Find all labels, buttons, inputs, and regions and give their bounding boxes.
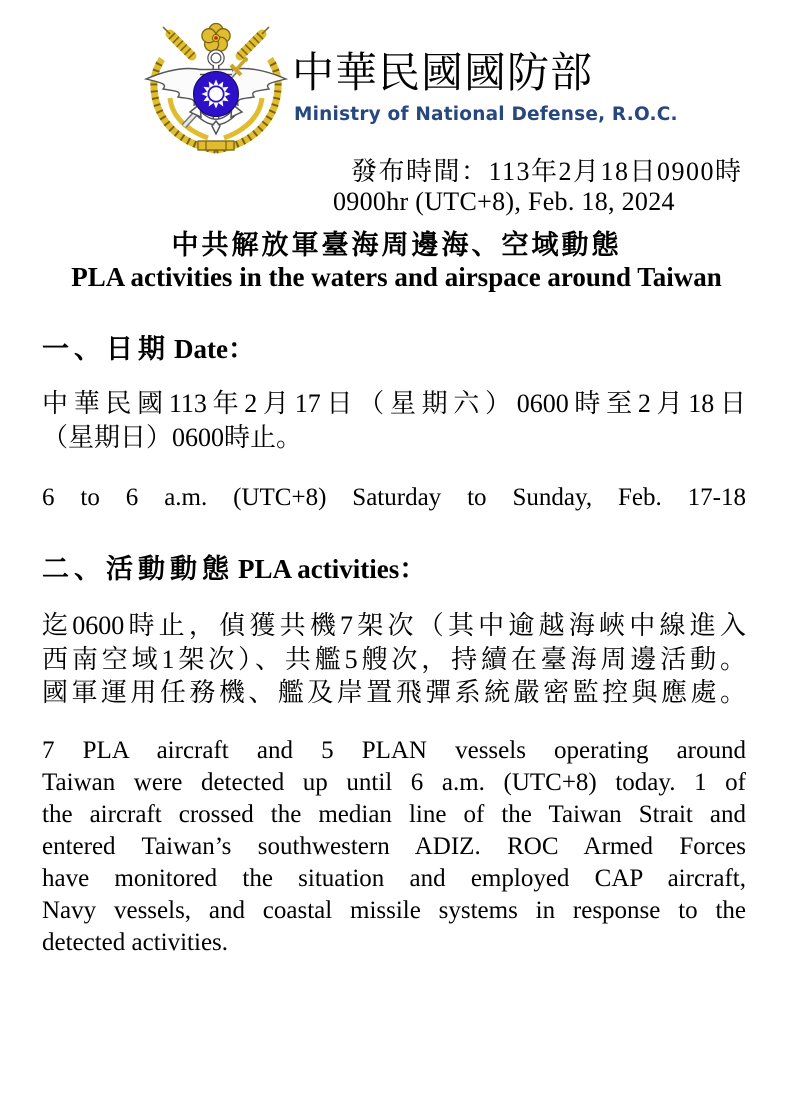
mnd-emblem-icon: [138, 22, 294, 154]
section-2-heading-en: PLA activities：: [238, 554, 427, 584]
paragraph-line: detected activities.: [42, 929, 229, 956]
document-title-zh: 中共解放軍臺海周邊海、空域動態: [171, 230, 622, 260]
paragraph-line: 6 to 6 a.m. (UTC+8) Saturday to Sunday, Feb. 17-18: [42, 484, 746, 511]
section-2-heading: [42, 547, 426, 586]
plum-blossom-icon: [202, 24, 230, 52]
paragraph-line: （星期日）0600時止。: [42, 422, 303, 452]
section-1-zh-paragraph: [42, 387, 746, 454]
section-1-heading: [42, 327, 255, 366]
paragraph-line: entered Taiwan’s southwestern ADIZ. ROC Armed Forces: [42, 833, 746, 860]
paragraph-line: 中華民國113年2月17日（星期六）0600時至2月18日: [42, 389, 746, 418]
section-2-en-paragraph: [42, 735, 746, 959]
paragraph-line: 迄0600時止，偵獲共機7架次（其中逾越海峽中線進入: [42, 611, 746, 640]
section-2-heading-zh: 二、活動動態: [42, 554, 234, 584]
sun-emblem-icon: [194, 72, 239, 117]
paragraph-line: Navy vessels, and coastal missile systems in response to the: [42, 897, 746, 924]
paragraph-line: 7 PLA aircraft and 5 PLAN vessels operating around: [42, 737, 746, 764]
org-title-en: Ministry of National Defense, R.O.C.: [294, 104, 678, 125]
mnd-emblem-logo: [138, 22, 294, 154]
paragraph-line: Taiwan were detected up until 6 a.m. (UTC+8) today. 1 of: [42, 769, 746, 796]
section-1-en-paragraph: [42, 482, 746, 514]
paragraph-line: 西南空域1架次）、共艦5艘次，持續在臺海周邊活動。: [42, 644, 746, 674]
release-time-en: 0900hr (UTC+8), Feb. 18, 2024: [333, 187, 675, 216]
section-2-zh-paragraph: [42, 609, 746, 710]
document-title-en: PLA activities in the waters and airspace around Taiwan: [71, 262, 722, 292]
paragraph-line: the aircraft crossed the median line of the Taiwan Strait and: [42, 801, 746, 828]
wreath-ribbon-icon: [198, 141, 234, 150]
paragraph-line: 國軍運用任務機、艦及岸置飛彈系統嚴密監控與應處。: [42, 678, 746, 707]
paragraph-line: have monitored the situation and employed CAP aircraft,: [42, 865, 746, 892]
section-1-heading-zh: 一、日期: [42, 334, 170, 364]
section-1-heading-en: Date：: [174, 334, 255, 364]
release-time-zh: 發布時間：113年2月18日0900時: [351, 157, 743, 186]
org-title-zh: 中華民國國防部: [292, 51, 594, 97]
wheat-ear-left-icon: [163, 27, 192, 56]
release-time-block: [333, 157, 743, 217]
document-title: [0, 229, 793, 293]
wheat-ear-right-icon: [240, 27, 269, 56]
